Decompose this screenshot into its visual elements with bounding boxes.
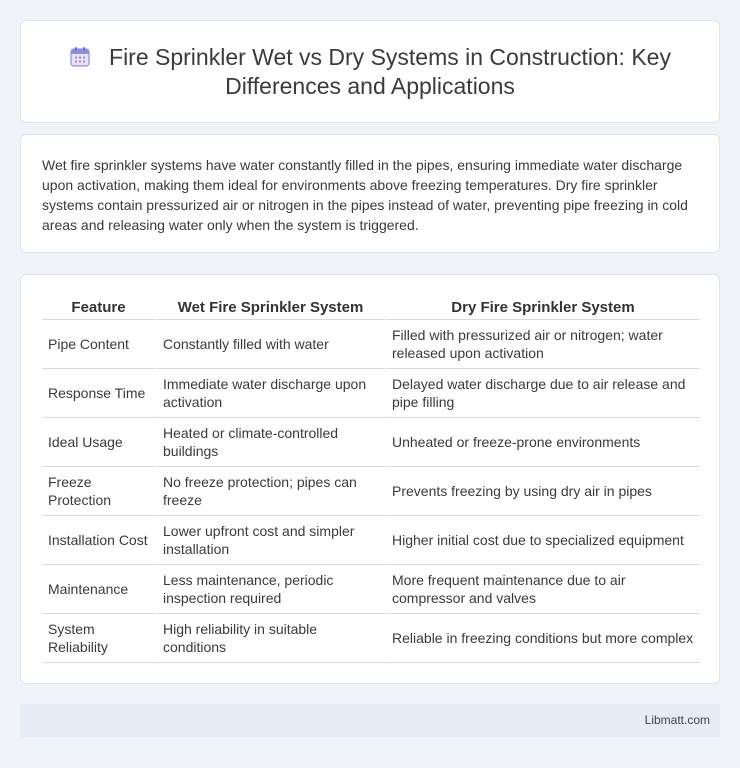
dry-cell: Delayed water discharge due to air release and pipe filling (384, 369, 700, 418)
header-feature: Feature (42, 295, 155, 320)
feature-cell: Maintenance (42, 565, 155, 614)
dry-cell: More frequent maintenance due to air compressor and valves (384, 565, 700, 614)
table-row (42, 320, 700, 369)
intro-paragraph: Wet fire sprinkler systems have water constantly filled in the pipes, ensuring immediate water discharge upon activation, making them ideal for environments above freezing temperatures. Dry fire sprinkler systems contain pressurized air or nitrogen in the pipes instead of water, preventing pipe freezing in cold areas and releasing water only when the system is triggered. (42, 157, 688, 233)
feature-cell: Ideal Usage (42, 418, 155, 467)
header-dry-system: Dry Fire Sprinkler System (384, 295, 700, 320)
page-title: Fire Sprinkler Wet vs Dry Systems in Construction: Key Differences and Applications (109, 44, 671, 99)
calendar-icon (69, 46, 91, 68)
feature-cell: System Reliability (42, 614, 155, 663)
wet-cell: High reliability in suitable conditions (155, 614, 384, 663)
table-row (42, 369, 700, 418)
wet-cell: Heated or climate-controlled buildings (155, 418, 384, 467)
table-row (42, 516, 700, 565)
dry-cell: Reliable in freezing conditions but more complex (384, 614, 700, 663)
wet-cell: Less maintenance, periodic inspection required (155, 565, 384, 614)
wet-cell: Constantly filled with water (155, 320, 384, 369)
header-wet-system: Wet Fire Sprinkler System (155, 295, 384, 320)
feature-cell: Pipe Content (42, 320, 155, 369)
feature-cell: Response Time (42, 369, 155, 418)
table-row (42, 467, 700, 516)
page-title-wrap (21, 43, 719, 101)
intro-card (20, 134, 720, 253)
wet-cell: No freeze protection; pipes can freeze (155, 467, 384, 516)
footer-brand: Libmatt.com (644, 713, 710, 727)
table-header-row (42, 295, 700, 320)
wet-cell: Lower upfront cost and simpler installation (155, 516, 384, 565)
dry-cell: Higher initial cost due to specialized equipment (384, 516, 700, 565)
dry-cell: Prevents freezing by using dry air in pipes (384, 467, 700, 516)
dry-cell: Unheated or freeze-prone environments (384, 418, 700, 467)
table-row (42, 614, 700, 663)
dry-cell: Filled with pressurized air or nitrogen; water released upon activation (384, 320, 700, 369)
table-row (42, 565, 700, 614)
feature-cell: Installation Cost (42, 516, 155, 565)
footer (20, 704, 720, 737)
title-card (20, 20, 720, 123)
comparison-table (42, 295, 700, 663)
comparison-table-card (20, 274, 720, 684)
feature-cell: Freeze Protection (42, 467, 155, 516)
wet-cell: Immediate water discharge upon activation (155, 369, 384, 418)
table-row (42, 418, 700, 467)
